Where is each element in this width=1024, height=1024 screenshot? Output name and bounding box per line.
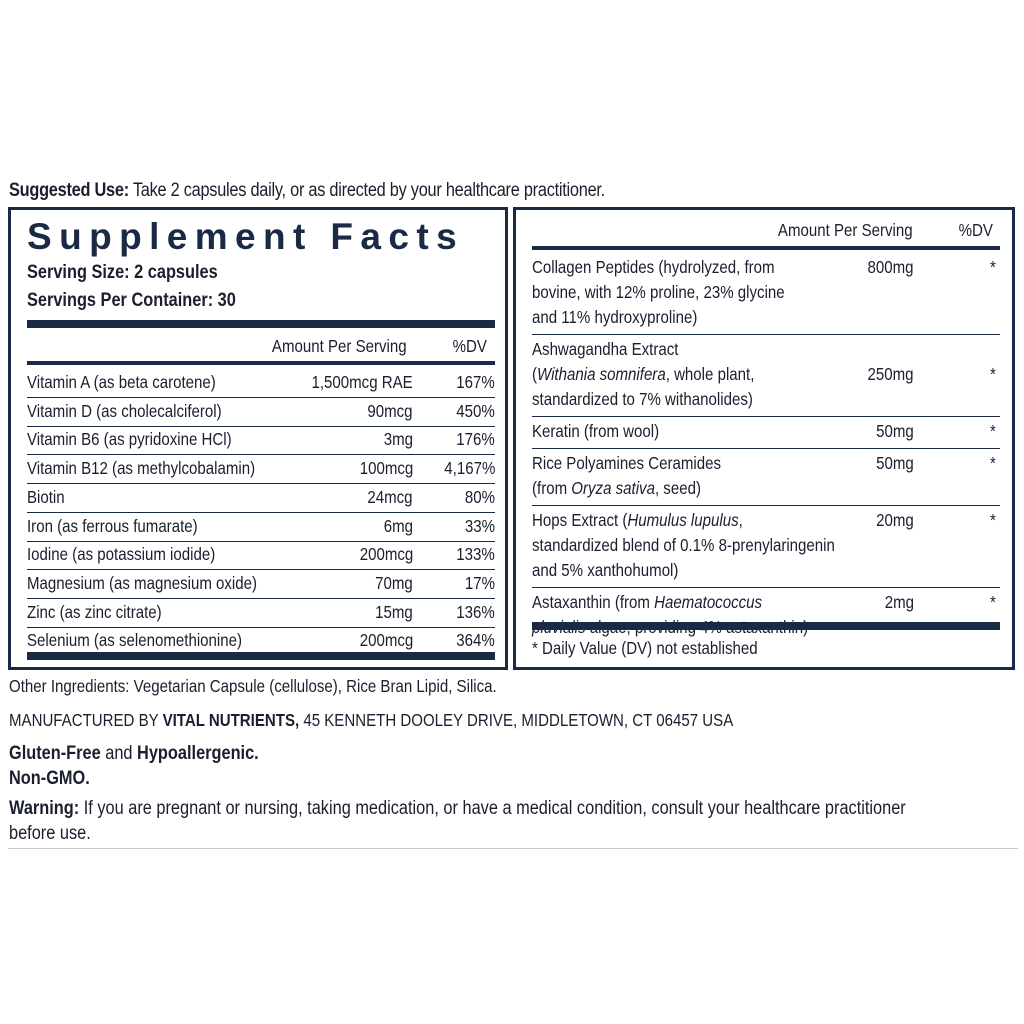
nutrient-amount: 24mcg	[367, 486, 413, 507]
nutrient-name: Zinc (as zinc citrate)	[27, 601, 162, 622]
nutrient-name: Iron (as ferrous fumarate)	[27, 515, 198, 536]
ingredient-amount: 250mg	[867, 364, 914, 384]
table-row	[27, 512, 495, 542]
manufacturer-name: VITAL NUTRIENTS,	[162, 710, 300, 730]
nutrient-name: Vitamin D (as cholecalciferol)	[27, 400, 222, 421]
ingredient-dv: *	[990, 592, 996, 612]
ingredient-dv: *	[990, 364, 996, 384]
nutrient-name: Vitamin B12 (as methylcobalamin)	[27, 458, 256, 479]
non-gmo-claim: Non-GMO.	[9, 768, 90, 789]
ingredient-amount: 800mg	[867, 257, 914, 277]
nutrient-amount: 6mg	[383, 515, 413, 536]
table-row	[532, 334, 1000, 417]
suggested-use-text: Take 2 capsules daily, or as directed by your healthcare practitioner.	[128, 180, 605, 201]
left-col-dv-header: %DV	[452, 336, 487, 356]
nutrient-name: Vitamin A (as beta carotene)	[27, 372, 216, 392]
table-row	[27, 569, 495, 599]
dv-footnote: * Daily Value (DV) not established	[532, 638, 758, 658]
table-row	[532, 448, 1000, 506]
suggested-use-label: Suggested Use:	[9, 180, 129, 201]
ingredient-name-line: standardized blend of 0.1% 8-prenylaringenin	[532, 535, 835, 555]
supplement-facts-title: Supplement Facts	[27, 216, 465, 257]
right-col-dv-header: %DV	[958, 220, 993, 240]
ingredient-dv: *	[990, 421, 996, 441]
table-row	[532, 505, 1000, 588]
ingredient-name-line: Collagen Peptides (hydrolyzed, from	[532, 257, 775, 277]
claims-and: and	[100, 743, 138, 764]
ingredient-name-line: Hops Extract (Humulus lupulus,	[532, 510, 743, 530]
table-row	[27, 368, 495, 398]
nutrient-dv: 364%	[456, 630, 495, 651]
ingredient-name-line: Keratin (from wool)	[532, 421, 660, 441]
gluten-free-claim: Gluten-Free	[9, 743, 101, 764]
bottom-rule	[8, 848, 1018, 849]
nutrient-dv: 4,167%	[443, 458, 495, 479]
nutrient-name: Iodine (as potassium iodide)	[27, 544, 216, 565]
ingredient-name-line: bovine, with 12% proline, 23% glycine	[532, 282, 785, 302]
table-row	[532, 252, 1000, 335]
ingredient-dv: *	[990, 510, 996, 530]
warning-text: If you are pregnant or nursing, taking medication, or have a medical condition, consult your healthcare practitioner	[79, 798, 906, 819]
nutrient-name: Biotin	[27, 486, 65, 507]
nutrient-name: Selenium (as selenomethionine)	[27, 630, 242, 651]
ingredient-name-line: and 11% hydroxyproline)	[532, 307, 698, 327]
warning-line-2: before use.	[9, 823, 91, 844]
table-row	[27, 540, 495, 570]
supplement-facts-right-panel	[513, 207, 1015, 670]
right-header-divider	[532, 246, 1000, 250]
supplement-facts-left-panel	[8, 207, 508, 670]
ingredient-amount: 50mg	[876, 421, 914, 441]
nutrient-dv: 176%	[456, 429, 495, 450]
hypoallergenic-claim: Hypoallergenic.	[137, 743, 259, 764]
serving-size: Serving Size: 2 capsules	[27, 262, 218, 283]
nutrient-dv: 80%	[464, 486, 495, 507]
left-col-amount-header: Amount Per Serving	[272, 336, 407, 356]
ingredient-name-line: (Withania somnifera, whole plant,	[532, 364, 755, 384]
nutrient-amount: 100mcg	[359, 458, 413, 479]
ingredient-name-line: Rice Polyamines Ceramides	[532, 453, 722, 473]
nutrient-dv: 450%	[456, 400, 495, 421]
ingredient-amount: 50mg	[876, 453, 914, 473]
warning-line-1	[9, 796, 906, 821]
table-row	[27, 483, 495, 513]
nutrient-dv: 133%	[456, 544, 495, 565]
nutrient-dv: 136%	[456, 601, 495, 622]
manufacturer-address: 45 KENNETH DOOLEY DRIVE, MIDDLETOWN, CT 06457 USA	[299, 710, 734, 730]
nutrient-amount: 90mcg	[367, 400, 413, 421]
ingredient-name-line: standardized to 7% withanolides)	[532, 389, 753, 409]
table-row	[27, 425, 495, 455]
ingredient-name-line: and 5% xanthohumol)	[532, 560, 679, 580]
right-bottom-thick-divider	[532, 622, 1000, 630]
table-row	[27, 397, 495, 427]
nutrient-amount: 200mcg	[359, 544, 413, 565]
other-ingredients: Other Ingredients: Vegetarian Capsule (cellulose), Rice Bran Lipid, Silica.	[9, 676, 497, 696]
ingredient-dv: *	[990, 453, 996, 473]
nutrient-name: Magnesium (as magnesium oxide)	[27, 572, 258, 593]
manufacturer-prefix: MANUFACTURED BY	[9, 710, 163, 730]
manufacturer-line	[9, 710, 733, 731]
nutrient-name: Vitamin B6 (as pyridoxine HCl)	[27, 429, 232, 450]
nutrient-dv: 167%	[456, 372, 495, 392]
table-row	[532, 416, 1000, 449]
nutrient-dv: 17%	[464, 572, 495, 593]
ingredient-name-line: Astaxanthin (from Haematococcus	[532, 592, 763, 612]
table-row	[27, 454, 495, 484]
table-row	[27, 598, 495, 628]
suggested-use	[9, 180, 605, 202]
nutrient-amount: 15mg	[375, 601, 413, 622]
bottom-thick-divider	[27, 652, 495, 660]
ingredient-dv: *	[990, 257, 996, 277]
header-divider	[27, 361, 495, 365]
thick-divider	[27, 320, 495, 328]
servings-per-container: Servings Per Container: 30	[27, 290, 236, 311]
ingredient-name-line: (from Oryza sativa, seed)	[532, 478, 701, 498]
right-col-amount-header: Amount Per Serving	[778, 220, 913, 240]
nutrient-amount: 1,500mcg RAE	[311, 372, 413, 392]
nutrient-amount: 70mg	[375, 572, 413, 593]
nutrient-amount: 3mg	[383, 429, 413, 450]
nutrient-amount: 200mcg	[359, 630, 413, 651]
ingredient-amount: 2mg	[884, 592, 914, 612]
warning-label: Warning:	[9, 798, 80, 819]
table-row	[27, 626, 495, 655]
ingredient-amount: 20mg	[876, 510, 914, 530]
nutrient-dv: 33%	[464, 515, 495, 536]
ingredient-name-line: Ashwagandha Extract	[532, 339, 679, 359]
claims-line	[9, 741, 259, 766]
